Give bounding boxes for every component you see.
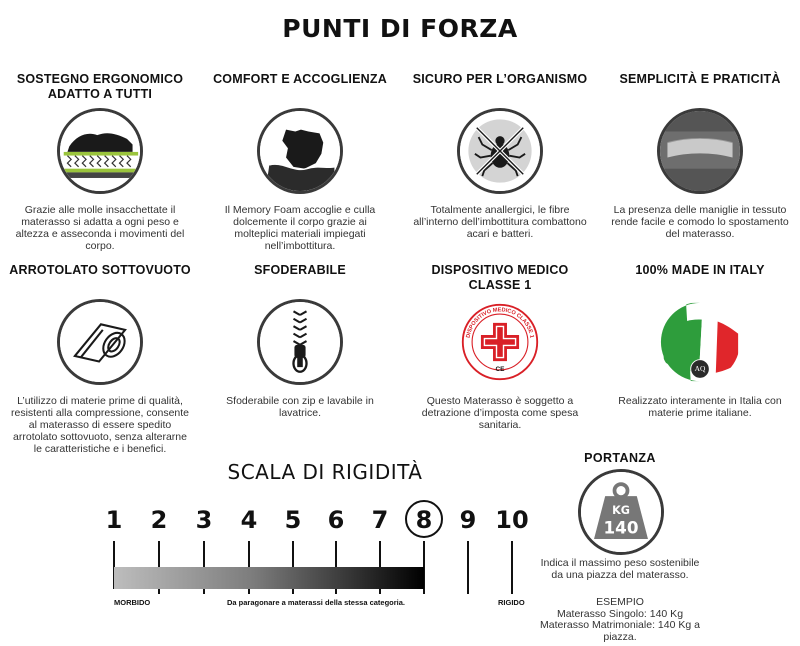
medical-device-icon bbox=[457, 299, 543, 385]
scale-number-10: 10 bbox=[495, 506, 529, 534]
weight-unit: KG bbox=[612, 503, 630, 517]
feature-title: DISPOSITIVO MEDICO CLASSE 1 bbox=[431, 263, 569, 292]
svg-text:DISPOSITIVO MEDICO CLASSE 1: DISPOSITIVO MEDICO CLASSE 1 bbox=[465, 307, 535, 339]
spring-mattress-icon bbox=[57, 108, 143, 194]
scale-number-7: 7 bbox=[371, 506, 389, 534]
feature-title: SICURO PER L’ORGANISMO bbox=[412, 72, 588, 86]
feature-title: SFODERABILE bbox=[254, 263, 346, 277]
feature-description: Il Memory Foam accoglie e culla dolcemente il corpo grazie ai molteplici materiali impiegati nell’imbottitura. bbox=[224, 204, 376, 252]
label-soft: MORBIDO bbox=[114, 598, 151, 607]
scale-tick-9 bbox=[467, 541, 469, 594]
scale-number-8: 8 bbox=[415, 506, 433, 534]
feature-title: ARROTOLATO SOTTOVUOTO bbox=[9, 263, 191, 277]
feature-description: Totalmente anallergici, le fibre all’interno dell’imbottitura combattono acari e batteri. bbox=[413, 204, 587, 240]
feature-ergonomic-support bbox=[5, 72, 195, 252]
scale-number-6: 6 bbox=[327, 506, 345, 534]
feature-title: 100% MADE IN ITALY bbox=[635, 263, 765, 277]
rigidity-scale-title: SCALA DI RIGIDITÀ bbox=[227, 460, 423, 484]
aq-logo: AQ bbox=[694, 363, 706, 373]
feature-title: SEMPLICITÀ E PRATICITÀ bbox=[619, 72, 781, 86]
feature-comfort bbox=[205, 72, 395, 252]
feature-made-in-italy bbox=[605, 263, 795, 419]
example-single: Materasso Singolo: 140 Kg bbox=[556, 607, 684, 620]
page-title: PUNTI DI FORZA bbox=[282, 14, 518, 43]
feature-description: Questo Materasso è soggetto a detrazione d’imposta come spesa sanitaria. bbox=[421, 395, 579, 431]
feature-safe-organism bbox=[405, 72, 595, 240]
selected-rigidity-circle bbox=[405, 500, 443, 538]
feature-medical-device bbox=[405, 263, 595, 431]
feature-title: COMFORT E ACCOGLIENZA bbox=[213, 72, 387, 86]
scale-number-9: 9 bbox=[459, 506, 477, 534]
label-rigid: RIGIDO bbox=[498, 598, 525, 607]
weight-value: 140 bbox=[603, 517, 639, 538]
scale-tick-10 bbox=[511, 541, 513, 594]
rolled-mattress-icon bbox=[57, 299, 143, 385]
feature-description: L’utilizzo di materie prime di qualità, resistenti alla compressione, consente al materasso di essere spedito arrotolato sottovuoto, senza alterarne le caratteristiche e i benefici. bbox=[11, 395, 190, 455]
feature-description: Grazie alle molle insacchettate il materasso si adatta a ogni peso e altezza e asseconda i movimenti del corpo. bbox=[15, 204, 185, 252]
scale-number-5: 5 bbox=[284, 506, 302, 534]
italy-flag-icon bbox=[657, 299, 743, 385]
handle-icon bbox=[657, 108, 743, 194]
hand-foam-icon bbox=[257, 108, 343, 194]
feature-description: Sfoderabile con zip e lavabile in lavatrice. bbox=[226, 395, 374, 419]
scale-number-4: 4 bbox=[240, 506, 258, 534]
feature-description: Realizzato interamente in Italia con materie prime italiane. bbox=[618, 395, 782, 419]
zipper-icon bbox=[257, 299, 343, 385]
feature-simplicity bbox=[605, 72, 795, 240]
example-double: Materasso Matrimoniale: 140 Kg a piazza. bbox=[540, 619, 700, 643]
comparison-note: Da paragonare a materassi della stessa categoria. bbox=[227, 598, 406, 607]
feature-title: SOSTEGNO ERGONOMICO ADATTO A TUTTI bbox=[16, 72, 184, 101]
scale-number-3: 3 bbox=[195, 506, 213, 534]
feature-rolled-vacuum bbox=[5, 263, 195, 455]
weight-icon bbox=[578, 469, 664, 555]
portanza-description: Indica il massimo peso sostenibile da una piazza del materasso. bbox=[540, 557, 700, 581]
feature-removable-cover bbox=[205, 263, 395, 419]
portanza-example bbox=[535, 597, 705, 643]
example-title: ESEMPIO bbox=[596, 596, 644, 608]
svg-text:CE: CE bbox=[495, 365, 505, 373]
no-mites-icon bbox=[457, 108, 543, 194]
scale-number-1: 1 bbox=[105, 506, 123, 534]
portanza-title: PORTANZA bbox=[584, 451, 656, 465]
feature-description: La presenza delle maniglie in tessuto rende facile e comodo lo spostamento del materasso. bbox=[611, 204, 789, 240]
rigidity-gradient-bar bbox=[114, 567, 424, 589]
scale-number-2: 2 bbox=[150, 506, 168, 534]
